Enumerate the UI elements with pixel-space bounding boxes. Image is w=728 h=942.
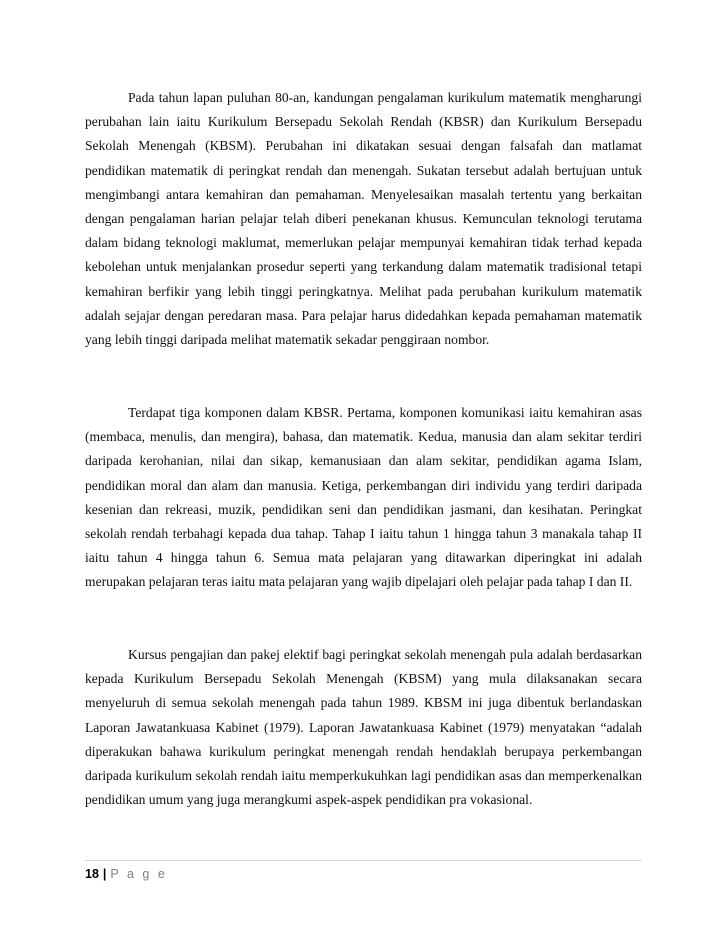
footer-separator: | — [102, 867, 107, 881]
page-number: 18 — [85, 867, 99, 881]
paragraph-1: Pada tahun lapan puluhan 80-an, kandungan pengalaman kurikulum matematik mengharungi perubahan lain iaitu Kurikulum Bersepadu Sekolah Rendah (KBSR) dan Kurikulum Bersepadu Sekolah Menengah (KBSM). Perubahan ini dikatakan sesuai dengan falsafah dan matlamat pendidikan matematik di peringkat rendah dan menengah. Sukatan tersebut adalah bertujuan untuk mengimbangi antara kemahiran dan pemahaman. Menyelesaikan masalah tertentu yang berkaitan dengan pengalaman harian pelajar telah diberi penekanan khusus. Kemunculan teknologi terutama dalam bidang teknologi maklumat, memerlukan pelajar mempunyai kemahiran tidak terhad kepada kebolehan untuk menjalankan prosedur seperti yang terkandung dalam matematik tradisional tetapi kemahiran berfikir yang lebih tinggi peringkatnya. Melihat pada perubahan kurikulum matematik adalah sejajar dengan peredaran masa. Para pelajar harus didedahkan kepada pemahaman matematik yang lebih tinggi daripada melihat matematik sekadar penggiraan nombor. — [85, 90, 642, 348]
paragraph-2: Terdapat tiga komponen dalam KBSR. Pertama, komponen komunikasi iaitu kemahiran asas (membaca, menulis, dan mengira), bahasa, dan matematik. Kedua, manusia dan alam sekitar terdiri daripada kerohanian, nilai dan sikap, kemanusiaan dan alam sekitar, pendidikan agama Islam, pendidikan moral dan alam dan manusia. Ketiga, perkembangan diri individu yang terdiri daripada kesenian dan rekreasi, muzik, pendidikan seni dan pendidikan jasmani, dan kesihatan. Peringkat sekolah rendah terbahagi kepada dua tahap. Tahap I iaitu tahun 1 hingga tahun 3 manakala tahap II iaitu tahun 4 hingga tahun 6. Semua mata pelajaran yang ditawarkan diperingkat ini adalah merupakan pelajaran teras iaitu mata pelajaran yang wajib dipelajari oleh pelajar pada tahap I dan II. — [85, 405, 642, 590]
page-footer — [85, 866, 167, 882]
paragraph-3: Kursus pengajian dan pakej elektif bagi peringkat sekolah menengah pula adalah berdasarkan kepada Kurikulum Bersepadu Sekolah Menengah (KBSM) yang mula dilaksanakan secara menyeluruh di semua sekolah menengah pada tahun 1989. KBSM ini juga dibentuk berlandaskan Laporan Jawatankuasa Kabinet (1979). Laporan Jawatankuasa Kabinet (1979) menyatakan “adalah diperakukan bahawa kurikulum peringkat menengah rendah hendaklah berupaya perkembangan daripada kurikulum sekolah rendah iaitu memperkukuhkan lagi pendidikan asas dan memperkenalkan pendidikan umum yang juga merangkumi aspek-aspek pendidikan pra vokasional. — [85, 647, 642, 808]
footer-divider — [85, 860, 642, 861]
page-label: P a g e — [110, 867, 168, 881]
